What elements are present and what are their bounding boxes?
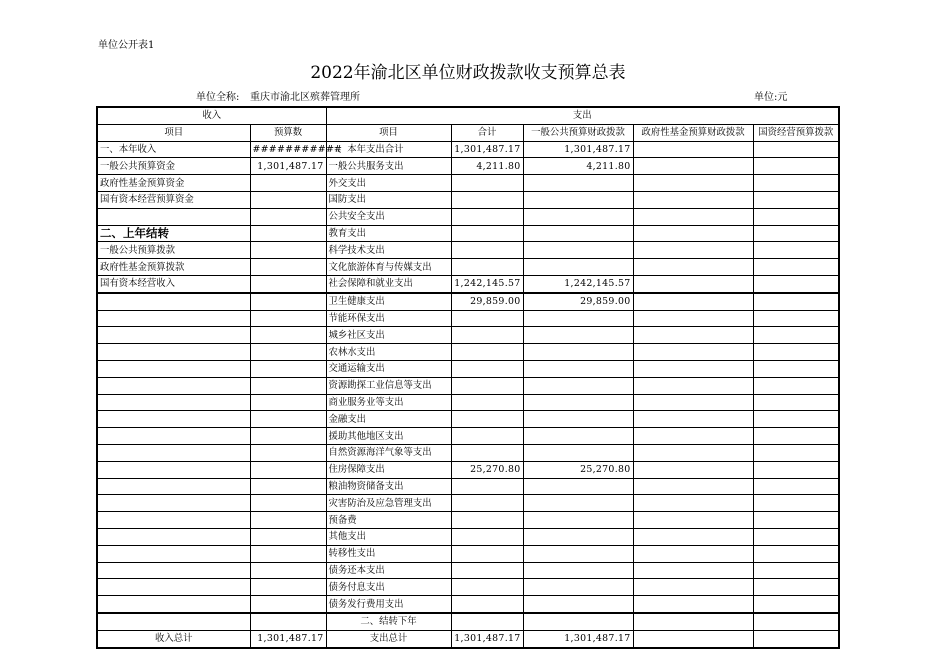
table-row bbox=[97, 377, 839, 394]
expense-total-cell bbox=[451, 411, 523, 428]
income-item-cell: 二、上年结转 bbox=[97, 225, 250, 242]
expense-item-cell: 交通运输支出 bbox=[326, 360, 451, 377]
gov-fund-cell bbox=[633, 562, 753, 579]
general-budget-cell bbox=[523, 596, 633, 613]
expense-item-cell: 公共安全支出 bbox=[326, 208, 451, 225]
expense-item-cell: 节能环保支出 bbox=[326, 310, 451, 327]
state-capital-cell bbox=[753, 562, 839, 579]
income-item-cell bbox=[97, 512, 250, 529]
expense-total-cell bbox=[451, 259, 523, 276]
table-row bbox=[97, 512, 839, 529]
state-capital-header: 国资经营预算拨款 bbox=[753, 124, 839, 141]
income-budget-cell bbox=[250, 495, 326, 512]
table-row bbox=[97, 327, 839, 344]
state-capital-cell bbox=[753, 444, 839, 461]
budget-table bbox=[96, 106, 840, 649]
table-row bbox=[97, 208, 839, 225]
expense-total-cell bbox=[451, 242, 523, 259]
income-item-cell bbox=[97, 360, 250, 377]
gov-fund-cell bbox=[633, 613, 753, 630]
state-capital-cell bbox=[753, 327, 839, 344]
gov-fund-cell bbox=[633, 275, 753, 292]
expense-total-cell bbox=[451, 613, 523, 630]
gov-fund-cell bbox=[633, 141, 753, 158]
gov-fund-cell bbox=[633, 191, 753, 208]
expense-item-cell: 文化旅游体育与传媒支出 bbox=[326, 259, 451, 276]
gov-fund-cell bbox=[633, 444, 753, 461]
state-capital-cell bbox=[753, 259, 839, 276]
expense-item-cell: 转移性支出 bbox=[326, 545, 451, 562]
general-budget-cell bbox=[523, 428, 633, 445]
expense-item-cell: 债务发行费用支出 bbox=[326, 596, 451, 613]
income-budget-cell bbox=[250, 478, 326, 495]
state-capital-cell bbox=[753, 495, 839, 512]
gov-fund-cell bbox=[633, 344, 753, 361]
gov-fund-cell bbox=[633, 596, 753, 613]
expense-item-cell: 城乡社区支出 bbox=[326, 327, 451, 344]
expense-item-cell: 科学技术支出 bbox=[326, 242, 451, 259]
table-row bbox=[97, 461, 839, 478]
income-item-cell: 政府性基金预算拨款 bbox=[97, 259, 250, 276]
income-budget-cell bbox=[250, 327, 326, 344]
table-row bbox=[97, 275, 839, 292]
expense-total-cell bbox=[451, 175, 523, 192]
expense-item-cell: 其他支出 bbox=[326, 528, 451, 545]
expense-total-cell bbox=[451, 191, 523, 208]
general-budget-cell bbox=[523, 613, 633, 630]
income-item-cell bbox=[97, 596, 250, 613]
income-item-cell: 政府性基金预算资金 bbox=[97, 175, 250, 192]
expense-item-cell: 资源勘探工业信息等支出 bbox=[326, 377, 451, 394]
state-capital-cell bbox=[753, 461, 839, 478]
table-row bbox=[97, 394, 839, 411]
income-group-header: 收入 bbox=[97, 107, 326, 124]
expense-total-cell bbox=[451, 360, 523, 377]
income-total-label: 收入总计 bbox=[97, 630, 250, 647]
income-item-cell bbox=[97, 394, 250, 411]
general-budget-cell: 25,270.80 bbox=[523, 461, 633, 478]
state-capital-cell bbox=[753, 344, 839, 361]
table-row bbox=[97, 310, 839, 327]
income-budget-cell bbox=[250, 613, 326, 630]
general-budget-cell bbox=[523, 225, 633, 242]
income-item-header: 项目 bbox=[97, 124, 250, 141]
expense-item-cell: 债务付息支出 bbox=[326, 579, 451, 596]
income-budget-cell bbox=[250, 225, 326, 242]
state-capital-cell bbox=[753, 394, 839, 411]
expense-item-cell: 卫生健康支出 bbox=[326, 293, 451, 310]
state-capital-cell bbox=[753, 175, 839, 192]
expense-total-header: 合计 bbox=[451, 124, 523, 141]
general-budget-cell: 4,211.80 bbox=[523, 158, 633, 175]
table-row bbox=[97, 545, 839, 562]
income-item-cell: 一、本年收入 bbox=[97, 141, 250, 158]
gov-fund-total bbox=[633, 630, 753, 647]
income-item-cell bbox=[97, 478, 250, 495]
state-capital-cell bbox=[753, 310, 839, 327]
income-item-cell bbox=[97, 293, 250, 310]
income-item-cell: 一般公共预算拨款 bbox=[97, 242, 250, 259]
state-capital-cell bbox=[753, 242, 839, 259]
expense-item-cell: 一般公共服务支出 bbox=[326, 158, 451, 175]
gov-fund-cell bbox=[633, 512, 753, 529]
expense-total-cell bbox=[451, 545, 523, 562]
table-row bbox=[97, 242, 839, 259]
income-budget-cell bbox=[250, 579, 326, 596]
income-budget-cell bbox=[250, 428, 326, 445]
expense-item-cell: 国防支出 bbox=[326, 191, 451, 208]
income-budget-cell bbox=[250, 545, 326, 562]
income-budget-cell bbox=[250, 562, 326, 579]
expense-item-cell: 预备费 bbox=[326, 512, 451, 529]
expense-total-cell bbox=[451, 377, 523, 394]
table-row bbox=[97, 444, 839, 461]
general-budget-cell bbox=[523, 579, 633, 596]
expense-total-cell bbox=[451, 596, 523, 613]
gov-fund-cell bbox=[633, 478, 753, 495]
expense-total-cell: 4,211.80 bbox=[451, 158, 523, 175]
expense-item-cell: 商业服务业等支出 bbox=[326, 394, 451, 411]
income-item-cell bbox=[97, 377, 250, 394]
income-budget-cell: 1,301,487.17 bbox=[250, 158, 326, 175]
gov-fund-cell bbox=[633, 411, 753, 428]
gov-fund-cell bbox=[633, 360, 753, 377]
table-row bbox=[97, 259, 839, 276]
expense-item-cell: 社会保障和就业支出 bbox=[326, 275, 451, 292]
expense-item-cell: 自然资源海洋气象等支出 bbox=[326, 444, 451, 461]
general-budget-cell bbox=[523, 310, 633, 327]
expense-total-cell bbox=[451, 528, 523, 545]
income-budget-cell bbox=[250, 208, 326, 225]
general-budget-cell bbox=[523, 411, 633, 428]
general-budget-cell bbox=[523, 327, 633, 344]
table-row bbox=[97, 344, 839, 361]
income-item-cell bbox=[97, 327, 250, 344]
expense-item-cell: 金融支出 bbox=[326, 411, 451, 428]
totals-row bbox=[97, 630, 839, 647]
table-row bbox=[97, 495, 839, 512]
expense-item-cell: 粮油物资储备支出 bbox=[326, 478, 451, 495]
gov-fund-cell bbox=[633, 327, 753, 344]
income-budget-cell bbox=[250, 360, 326, 377]
state-capital-cell bbox=[753, 275, 839, 292]
general-budget-cell bbox=[523, 562, 633, 579]
income-budget-cell bbox=[250, 259, 326, 276]
general-budget-cell bbox=[523, 512, 633, 529]
table-row bbox=[97, 158, 839, 175]
page-title: 2022年渝北区单位财政拨款收支预算总表 bbox=[310, 63, 626, 83]
expense-item-cell: 援助其他地区支出 bbox=[326, 428, 451, 445]
table-row bbox=[97, 175, 839, 192]
expense-total-cell bbox=[451, 344, 523, 361]
gov-fund-cell bbox=[633, 259, 753, 276]
gov-fund-cell bbox=[633, 158, 753, 175]
income-budget-cell bbox=[250, 377, 326, 394]
income-budget-cell bbox=[250, 528, 326, 545]
expense-group-header: 支出 bbox=[326, 107, 839, 124]
income-budget-header: 预算数 bbox=[250, 124, 326, 141]
state-capital-cell bbox=[753, 208, 839, 225]
group-header-row bbox=[97, 107, 839, 124]
general-budget-cell bbox=[523, 545, 633, 562]
income-item-cell bbox=[97, 444, 250, 461]
income-budget-cell bbox=[250, 344, 326, 361]
state-capital-cell bbox=[753, 293, 839, 310]
expense-total-cell bbox=[451, 225, 523, 242]
unit-name-value: 重庆市渝北区殡葬管理所 bbox=[250, 92, 360, 103]
state-capital-cell bbox=[753, 613, 839, 630]
income-budget-cell bbox=[250, 461, 326, 478]
income-item-cell bbox=[97, 562, 250, 579]
table-row bbox=[97, 579, 839, 596]
gov-fund-cell bbox=[633, 208, 753, 225]
income-budget-cell bbox=[250, 191, 326, 208]
table-row bbox=[97, 293, 839, 310]
income-item-cell bbox=[97, 495, 250, 512]
gov-fund-cell bbox=[633, 528, 753, 545]
table-label: 单位公开表1 bbox=[98, 40, 155, 51]
general-budget-total: 1,301,487.17 bbox=[523, 630, 633, 647]
state-capital-cell bbox=[753, 411, 839, 428]
income-budget-cell bbox=[250, 293, 326, 310]
expense-total-cell bbox=[451, 444, 523, 461]
general-budget-cell bbox=[523, 344, 633, 361]
gov-fund-cell bbox=[633, 428, 753, 445]
table-row bbox=[97, 141, 839, 158]
state-capital-cell bbox=[753, 225, 839, 242]
table-row bbox=[97, 562, 839, 579]
state-capital-cell bbox=[753, 512, 839, 529]
income-item-cell: 国有资本经营收入 bbox=[97, 275, 250, 292]
expense-total-cell bbox=[451, 327, 523, 344]
state-capital-cell bbox=[753, 377, 839, 394]
state-capital-cell bbox=[753, 478, 839, 495]
general-budget-cell bbox=[523, 191, 633, 208]
state-capital-total bbox=[753, 630, 839, 647]
expense-total-cell bbox=[451, 562, 523, 579]
expense-total-cell bbox=[451, 495, 523, 512]
column-header-row bbox=[97, 124, 839, 141]
expense-item-cell: 外交支出 bbox=[326, 175, 451, 192]
gov-fund-cell bbox=[633, 293, 753, 310]
expense-item-cell: 灾害防治及应急管理支出 bbox=[326, 495, 451, 512]
state-capital-cell bbox=[753, 579, 839, 596]
income-item-cell: 一般公共预算资金 bbox=[97, 158, 250, 175]
income-total-value: 1,301,487.17 bbox=[250, 630, 326, 647]
unit-name-label: 单位全称: bbox=[196, 92, 240, 103]
income-item-cell: 国有资本经营预算资金 bbox=[97, 191, 250, 208]
income-item-cell bbox=[97, 461, 250, 478]
general-budget-cell: 29,859.00 bbox=[523, 293, 633, 310]
income-budget-cell bbox=[250, 394, 326, 411]
income-budget-cell bbox=[250, 596, 326, 613]
state-capital-cell bbox=[753, 596, 839, 613]
income-item-cell bbox=[97, 579, 250, 596]
income-budget-cell bbox=[250, 310, 326, 327]
expense-item-cell: 教育支出 bbox=[326, 225, 451, 242]
table-row bbox=[97, 528, 839, 545]
general-budget-header: 一般公共预算财政拨款 bbox=[523, 124, 633, 141]
general-budget-cell bbox=[523, 528, 633, 545]
gov-fund-cell bbox=[633, 242, 753, 259]
income-budget-cell bbox=[250, 411, 326, 428]
expense-total-cell bbox=[451, 428, 523, 445]
expense-total-cell: 1,242,145.57 bbox=[451, 275, 523, 292]
general-budget-cell bbox=[523, 377, 633, 394]
income-item-cell bbox=[97, 528, 250, 545]
table-row bbox=[97, 411, 839, 428]
table-row bbox=[97, 191, 839, 208]
expense-item-cell: 住房保障支出 bbox=[326, 461, 451, 478]
gov-fund-cell bbox=[633, 175, 753, 192]
expense-item-cell: 债务还本支出 bbox=[326, 562, 451, 579]
income-item-cell bbox=[97, 613, 250, 630]
state-capital-cell bbox=[753, 141, 839, 158]
general-budget-cell bbox=[523, 444, 633, 461]
table-row bbox=[97, 225, 839, 242]
expense-total-cell: 25,270.80 bbox=[451, 461, 523, 478]
general-budget-cell: 1,301,487.17 bbox=[523, 141, 633, 158]
income-budget-cell: ########### bbox=[250, 141, 326, 158]
gov-fund-cell bbox=[633, 394, 753, 411]
income-item-cell bbox=[97, 208, 250, 225]
general-budget-cell: 1,242,145.57 bbox=[523, 275, 633, 292]
table-row bbox=[97, 428, 839, 445]
table-row bbox=[97, 360, 839, 377]
table-row bbox=[97, 478, 839, 495]
expense-total-value: 1,301,487.17 bbox=[451, 630, 523, 647]
general-budget-cell bbox=[523, 394, 633, 411]
expense-total-cell: 29,859.00 bbox=[451, 293, 523, 310]
state-capital-cell bbox=[753, 158, 839, 175]
expense-item-header: 项目 bbox=[326, 124, 451, 141]
income-budget-cell bbox=[250, 444, 326, 461]
expense-total-cell bbox=[451, 394, 523, 411]
general-budget-cell bbox=[523, 495, 633, 512]
expense-total-label: 支出总计 bbox=[326, 630, 451, 647]
gov-fund-cell bbox=[633, 377, 753, 394]
general-budget-cell bbox=[523, 259, 633, 276]
income-item-cell bbox=[97, 545, 250, 562]
table-row bbox=[97, 613, 839, 630]
general-budget-cell bbox=[523, 242, 633, 259]
income-item-cell bbox=[97, 310, 250, 327]
table-row bbox=[97, 596, 839, 613]
gov-fund-cell bbox=[633, 225, 753, 242]
expense-total-cell bbox=[451, 478, 523, 495]
general-budget-cell bbox=[523, 208, 633, 225]
general-budget-cell bbox=[523, 175, 633, 192]
currency-unit: 单位:元 bbox=[754, 92, 788, 103]
state-capital-cell bbox=[753, 428, 839, 445]
gov-fund-cell bbox=[633, 579, 753, 596]
expense-total-cell bbox=[451, 310, 523, 327]
income-item-cell bbox=[97, 344, 250, 361]
expense-total-cell: 1,301,487.17 bbox=[451, 141, 523, 158]
expense-item-cell: 农林水支出 bbox=[326, 344, 451, 361]
income-item-cell bbox=[97, 428, 250, 445]
general-budget-cell bbox=[523, 360, 633, 377]
expense-item-cell: 二、结转下年 bbox=[326, 613, 451, 630]
gov-fund-cell bbox=[633, 495, 753, 512]
general-budget-cell bbox=[523, 478, 633, 495]
income-budget-cell bbox=[250, 242, 326, 259]
income-budget-cell bbox=[250, 175, 326, 192]
gov-fund-cell bbox=[633, 461, 753, 478]
income-budget-cell bbox=[250, 275, 326, 292]
income-budget-cell bbox=[250, 512, 326, 529]
gov-fund-cell bbox=[633, 545, 753, 562]
gov-fund-header: 政府性基金预算财政拨款 bbox=[633, 124, 753, 141]
income-item-cell bbox=[97, 411, 250, 428]
expense-total-cell bbox=[451, 512, 523, 529]
state-capital-cell bbox=[753, 360, 839, 377]
expense-item-cell: 一、本年支出合计 bbox=[326, 141, 451, 158]
gov-fund-cell bbox=[633, 310, 753, 327]
state-capital-cell bbox=[753, 191, 839, 208]
expense-total-cell bbox=[451, 208, 523, 225]
expense-total-cell bbox=[451, 579, 523, 596]
state-capital-cell bbox=[753, 545, 839, 562]
state-capital-cell bbox=[753, 528, 839, 545]
